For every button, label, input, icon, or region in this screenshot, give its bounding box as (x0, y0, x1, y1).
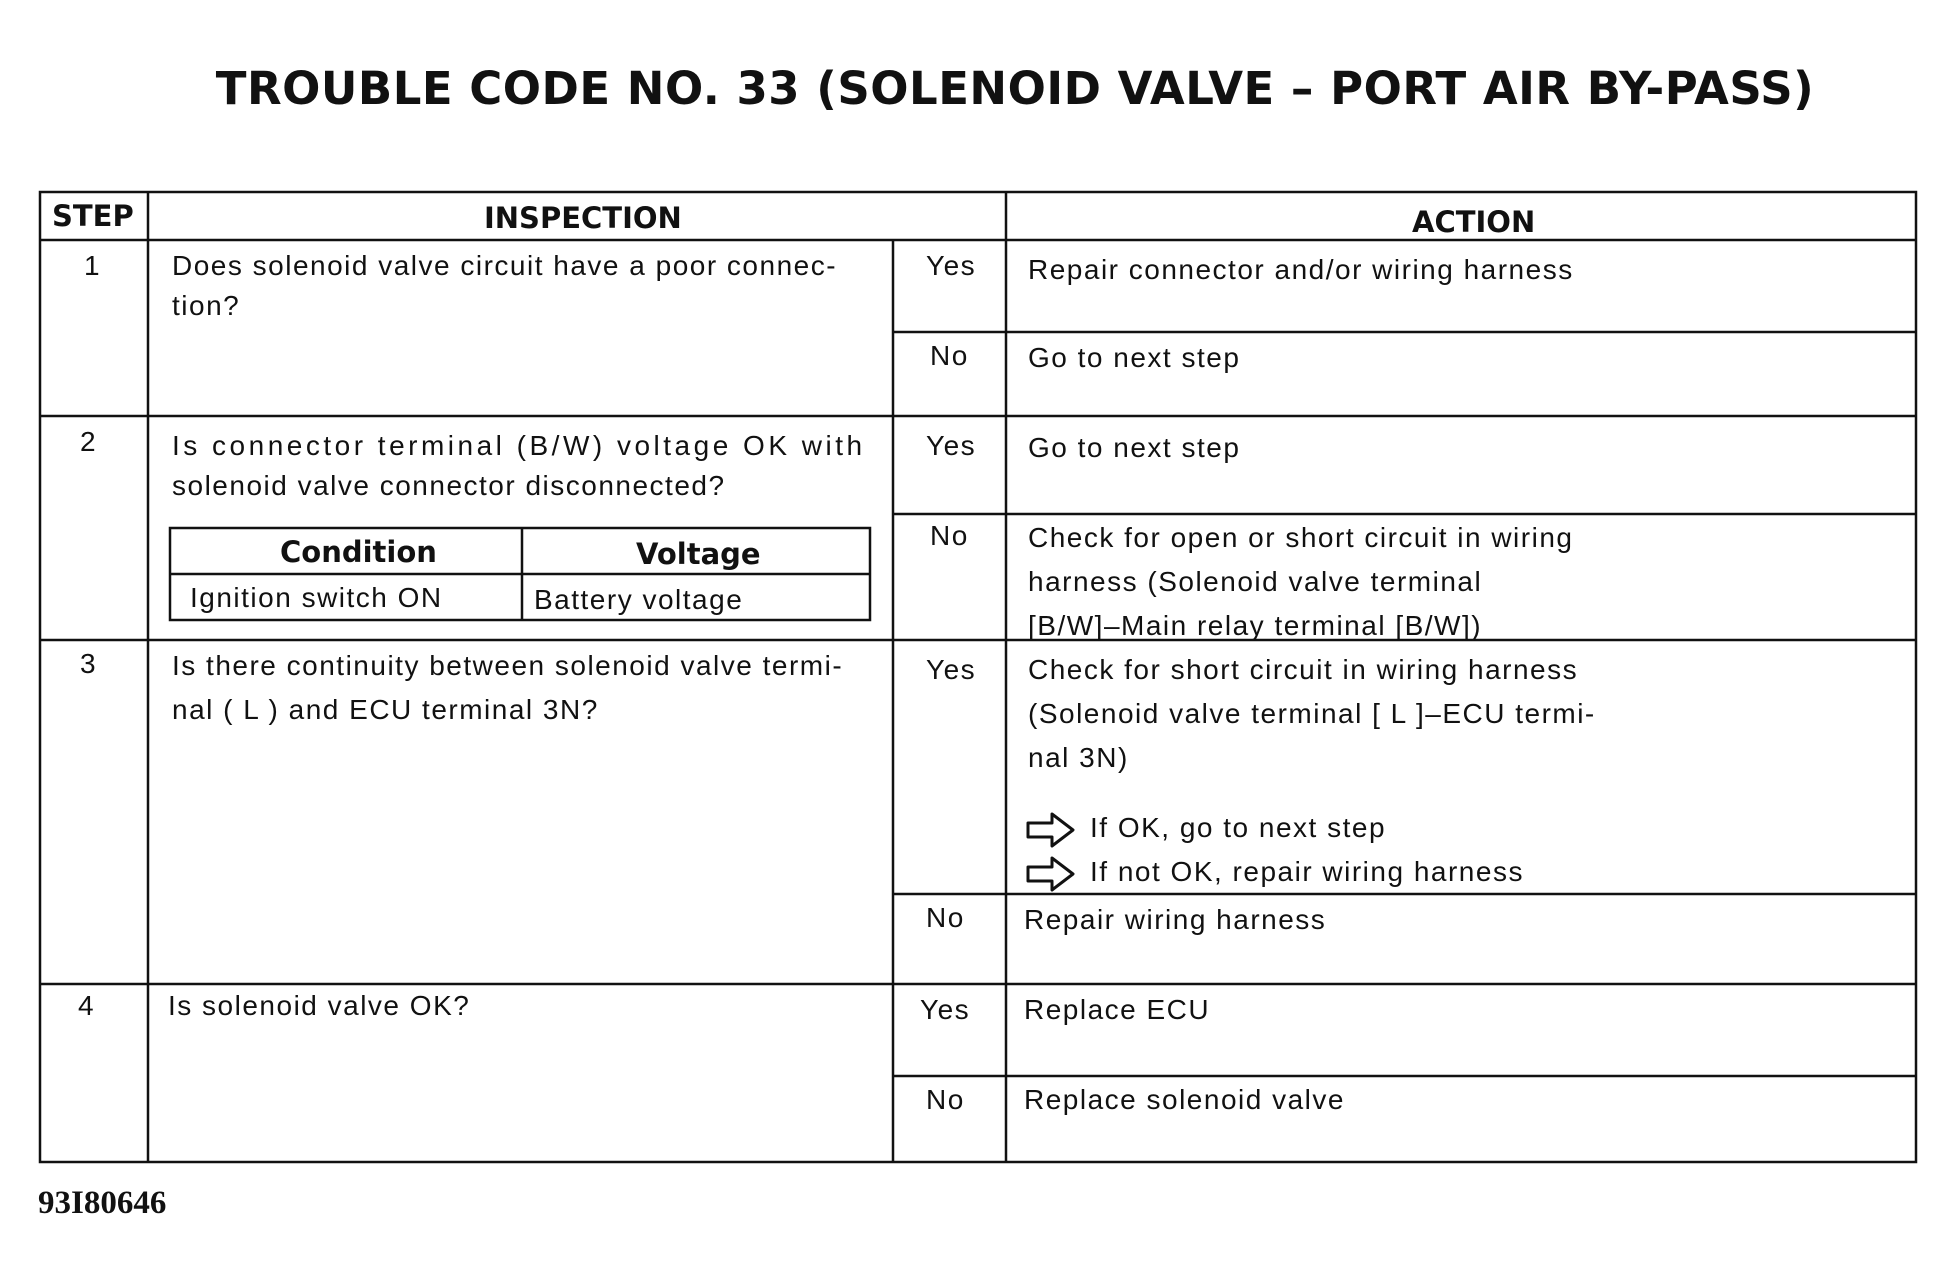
inspection-question-line: Is connector terminal (B/W) voltage OK with (172, 430, 866, 461)
inspection-question-line: nal ( L ) and ECU terminal 3N? (172, 694, 599, 725)
inspection-question-line: Is there continuity between solenoid valve termi- (172, 650, 844, 681)
action-line: Repair connector and/or wiring harness (1028, 254, 1574, 285)
action-line: Check for open or short circuit in wiring (1028, 522, 1574, 553)
right-arrow-outline-icon (1026, 811, 1076, 849)
action-line: Repair wiring harness (1024, 904, 1327, 935)
header-step: STEP (52, 199, 134, 233)
action-line: nal 3N) (1028, 742, 1129, 773)
action-line: Check for short circuit in wiring harness (1028, 654, 1579, 685)
action-line: harness (Solenoid valve terminal (1028, 566, 1483, 597)
condition-value: Ignition switch ON (190, 582, 443, 613)
result-item (1026, 806, 1386, 850)
figure-id: 93I80646 (38, 1185, 167, 1221)
voltage-header: Voltage (636, 537, 761, 571)
yes-label: Yes (926, 250, 977, 281)
inspection-question-line: Is solenoid valve OK? (168, 990, 471, 1021)
action-line: [B/W]–Main relay terminal [B/W]) (1028, 610, 1483, 641)
result-text: If OK, go to next step (1090, 812, 1387, 843)
page-title: TROUBLE CODE NO. 33 (SOLENOID VALVE – PORT AIR BY-PASS) (215, 62, 1815, 115)
inspection-question-line: tion? (172, 290, 241, 321)
voltage-value: Battery voltage (534, 584, 744, 615)
action-line: Go to next step (1028, 432, 1241, 463)
step-number: 1 (84, 250, 102, 281)
step-number: 2 (80, 426, 98, 457)
no-label: No (930, 520, 969, 551)
step-number: 3 (80, 648, 98, 679)
yes-label: Yes (920, 994, 971, 1025)
condition-header: Condition (280, 535, 437, 569)
header-action: ACTION (1412, 205, 1536, 239)
inspection-question-line: Does solenoid valve circuit have a poor connec- (172, 250, 838, 281)
header-inspection: INSPECTION (484, 201, 682, 235)
action-line: (Solenoid valve terminal [ L ]–ECU termi- (1028, 698, 1596, 729)
step-number: 4 (78, 990, 96, 1021)
result-text: If not OK, repair wiring harness (1090, 856, 1524, 887)
inspection-question-line: solenoid valve connector disconnected? (172, 470, 726, 501)
right-arrow-outline-icon (1026, 855, 1076, 893)
yes-label: Yes (926, 654, 977, 685)
yes-label: Yes (926, 430, 977, 461)
no-label: No (926, 902, 965, 933)
action-line: Replace ECU (1024, 994, 1211, 1025)
no-label: No (926, 1084, 965, 1115)
action-line: Replace solenoid valve (1024, 1084, 1345, 1115)
action-line: Go to next step (1028, 342, 1241, 373)
result-item (1026, 850, 1524, 894)
no-label: No (930, 340, 969, 371)
